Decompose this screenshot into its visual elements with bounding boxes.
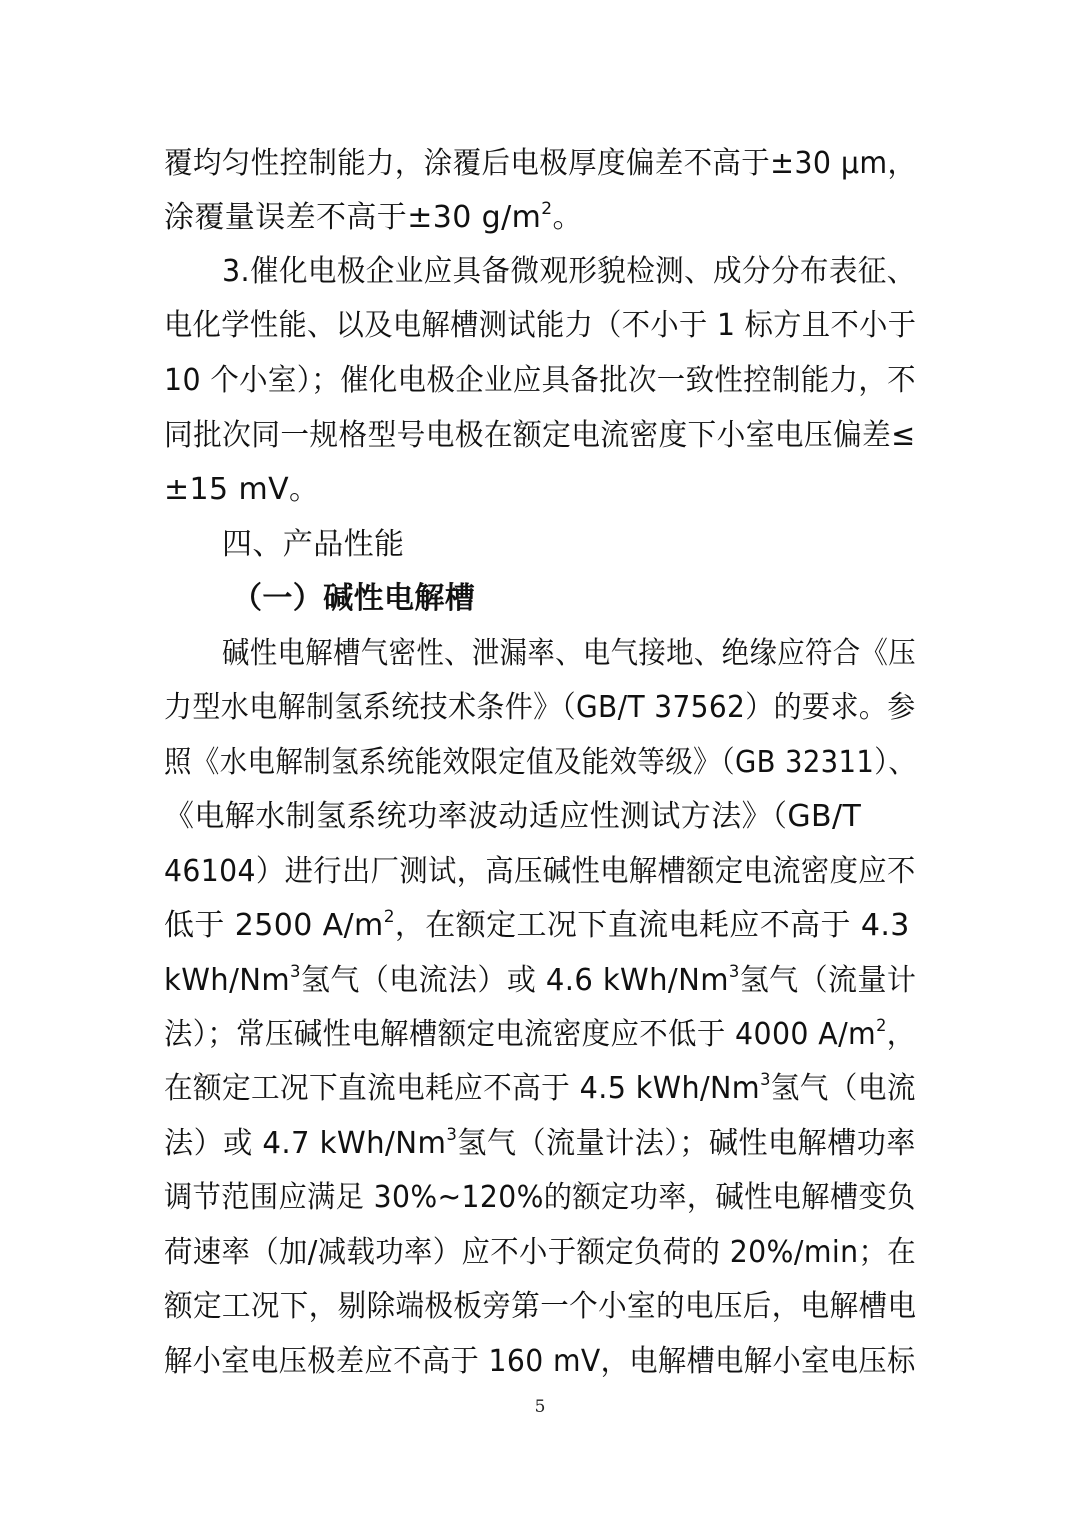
text-line bbox=[164, 845, 916, 899]
text-line bbox=[164, 954, 917, 1008]
text-segment: 氢气（流量计法）；碱性电解槽功率 bbox=[457, 1126, 916, 1161]
text-segment: 10 个小室）；催化电极企业应具备批次一致性控制能力，不 bbox=[164, 363, 916, 398]
text-line bbox=[164, 681, 916, 735]
text-segment: 3.催化电极企业应具备微观形貌检测、成分分布表征、 bbox=[222, 254, 916, 289]
text-line bbox=[164, 1226, 917, 1280]
superscript: 2 bbox=[876, 1016, 887, 1036]
superscript: 2 bbox=[383, 907, 395, 927]
text-segment: ，在额定工况下直流电耗应不高于 4.3 bbox=[394, 908, 910, 943]
text-segment: 力型水电解制氢系统技术条件》（GB/T 37562）的要求。参 bbox=[164, 690, 916, 725]
text-segment: 低于 2500 A/m bbox=[164, 908, 384, 943]
text-line bbox=[164, 1062, 916, 1116]
text-line bbox=[164, 1008, 916, 1062]
superscript: 2 bbox=[541, 199, 553, 219]
text-segment: 在额定工况下直流电耗应不高于 4.5 kWh/Nm bbox=[164, 1071, 761, 1106]
text-segment: kWh/Nm bbox=[164, 963, 291, 998]
text-segment: 同批次同一规格型号电极在额定电流密度下小室电压偏差≤ bbox=[164, 418, 916, 453]
text-segment: 46104）进行出厂测试，高压碱性电解槽额定电流密度应不 bbox=[164, 854, 916, 889]
text-segment: 法）或 4.7 kWh/Nm bbox=[164, 1126, 447, 1161]
text-segment: 照《水电解制氢系统能效限定值及能效等级》（GB 32311）、 bbox=[164, 745, 917, 780]
text-line bbox=[164, 409, 916, 463]
text-segment: 法）；常压碱性电解槽额定电流密度应不低于 4000 A/m bbox=[164, 1017, 877, 1052]
text-segment: 涂覆量误差不高于±30 g/m bbox=[164, 200, 542, 235]
superscript: 3 bbox=[728, 962, 740, 982]
text-segment: 《电解水制氢系统功率波动适应性测试方法》（GB/T bbox=[164, 799, 862, 834]
text-line bbox=[164, 1280, 917, 1334]
text-line bbox=[164, 191, 1040, 245]
text-line bbox=[222, 627, 916, 681]
text-segment: 。 bbox=[552, 200, 583, 235]
text-line bbox=[164, 299, 917, 353]
text-segment: 荷速率（加/减载功率）应不小于额定负荷的 20%/min；在 bbox=[164, 1235, 917, 1270]
text-line bbox=[232, 572, 1040, 626]
text-segment: 电化学性能、以及电解槽测试能力（不小于 1 标方且不小于 bbox=[164, 308, 917, 343]
superscript: 3 bbox=[446, 1125, 458, 1145]
text-segment: 额定工况下，剔除端极板旁第一个小室的电压后，电解槽电 bbox=[164, 1289, 917, 1324]
text-segment: 调节范围应满足 30%~120%的额定功率，碱性电解槽变负 bbox=[164, 1180, 916, 1215]
text-segment: 氢气（电流法）或 4.6 kWh/Nm bbox=[300, 963, 729, 998]
text-line bbox=[164, 736, 917, 790]
page-number: 5 bbox=[534, 1397, 546, 1417]
superscript: 3 bbox=[290, 962, 301, 982]
superscript: 3 bbox=[760, 1070, 771, 1090]
text-segment: 覆均匀性控制能力，涂覆后电极厚度偏差不高于±30 μm， bbox=[164, 146, 917, 181]
text-segment: ， bbox=[886, 1017, 916, 1052]
text-segment: ±15 mV。 bbox=[164, 472, 320, 507]
text-segment: 氢气（流量计 bbox=[739, 963, 917, 998]
text-line bbox=[222, 245, 916, 299]
text-line bbox=[164, 1335, 916, 1389]
text-line bbox=[164, 899, 916, 953]
text-segment: 氢气（电流 bbox=[770, 1071, 916, 1106]
text-segment: 解小室电压极差应不高于 160 mV，电解槽电解小室电压标 bbox=[164, 1344, 916, 1379]
text-line bbox=[164, 354, 916, 408]
text-line bbox=[164, 1171, 916, 1225]
text-line bbox=[164, 463, 1040, 517]
text-line bbox=[222, 518, 1040, 572]
text-segment: 碱性电解槽气密性、泄漏率、电气接地、绝缘应符合《压 bbox=[222, 636, 916, 671]
text-segment: 四、产品性能 bbox=[222, 527, 405, 562]
text-line bbox=[164, 1117, 916, 1171]
text-line bbox=[164, 137, 917, 191]
text-segment: （一）碱性电解槽 bbox=[232, 581, 476, 616]
text-line bbox=[164, 790, 916, 844]
